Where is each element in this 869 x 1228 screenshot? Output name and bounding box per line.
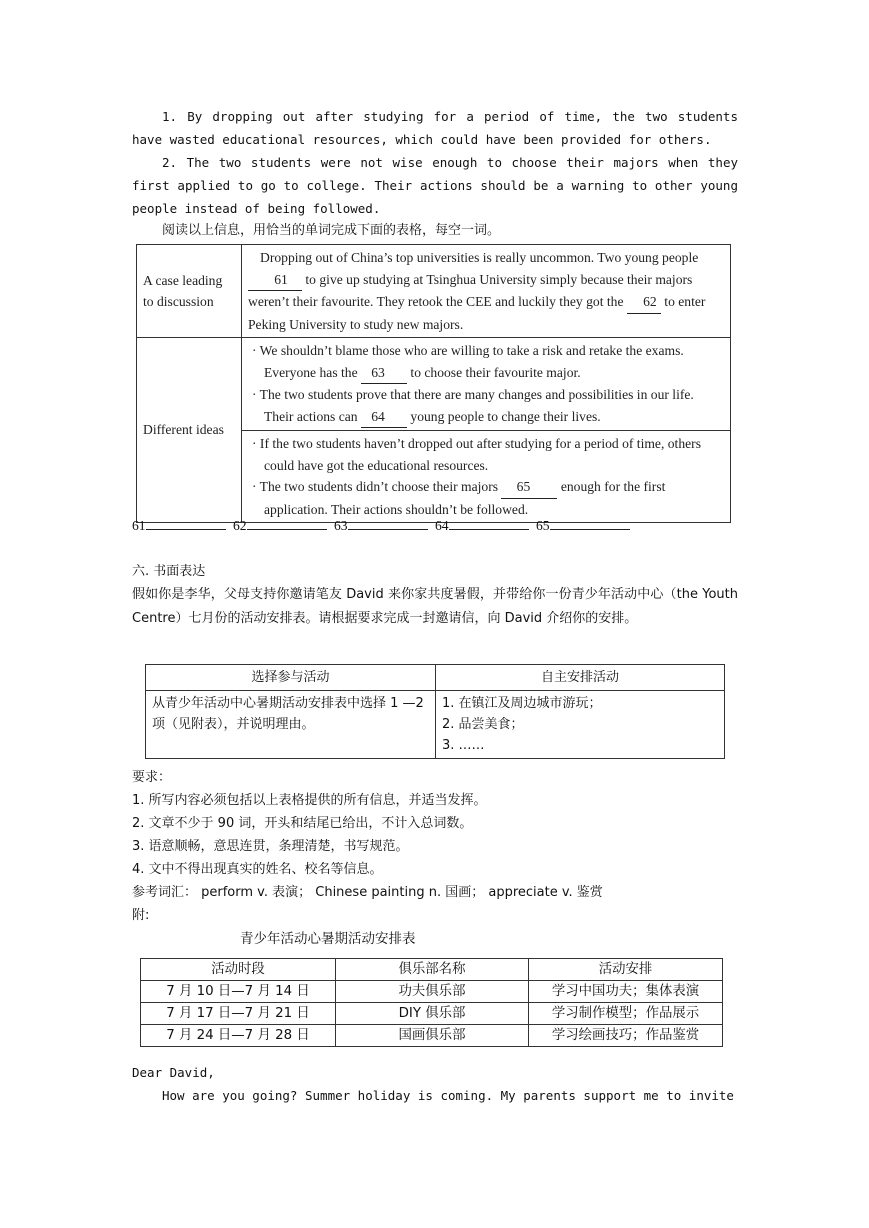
schedule-cell-activity: 学习中国功夫；集体表演	[529, 981, 723, 1003]
letter-first-line: How are you going? Summer holiday is coming. My parents support me to invite	[162, 1088, 734, 1103]
answer-label-63: 63	[334, 518, 348, 533]
case-text-1a: Dropping out of China’s top universities is really uncommon. Two young people	[260, 250, 699, 265]
appendix-label: 附:	[132, 908, 150, 923]
letter-salutation: Dear David,	[132, 1065, 215, 1080]
requirement-3: 3. 语意顺畅，意思连贯，条理清楚，书写规范。	[132, 839, 409, 854]
schedule-row	[141, 1025, 723, 1047]
schedule-cell-club: 功夫俱乐部	[336, 981, 529, 1003]
vocab-line: 参考词汇： perform v. 表演； Chinese painting n. 国画； appreciate v. 鉴赏	[132, 885, 603, 900]
answer-label-65: 65	[536, 518, 550, 533]
answer-line-62[interactable]	[247, 529, 327, 530]
requirements-block	[132, 766, 738, 927]
blank-61[interactable]: 61	[248, 269, 302, 292]
req-header-row	[146, 665, 725, 691]
req-col1-text: 从青少年活动中心暑期活动安排表中选择 1 —2项（见附表），并说明理由。	[146, 691, 436, 759]
case-row-2	[137, 338, 731, 431]
schedule-header-row	[141, 959, 723, 981]
schedule-cell-activity: 学习制作模型；作品展示	[529, 1003, 723, 1025]
intro-paragraph-1: 1. By dropping out after studying for a period of time, the two students have wasted educational resources, which could have been provided for others.	[132, 109, 738, 147]
idea-4	[248, 476, 724, 520]
intro-paragraph-2: 2. The two students were not wise enough to choose their majors when they first applied to go to college. Their actions should be a warning to other young people instead of being followed.	[132, 155, 738, 216]
idea-2-text-a: · The two students prove that there are many changes and possibilities in our life. Their actions can	[252, 387, 694, 424]
idea-4-text-b: enough for the first application. Their actions shouldn’t be followed.	[264, 479, 666, 517]
blank-65[interactable]: 65	[501, 476, 557, 499]
requirements-heading: 要求：	[132, 770, 172, 785]
case-text-1c: to enter Peking University to study new majors.	[248, 294, 706, 332]
blank-64[interactable]: 64	[361, 406, 407, 429]
schedule-header-activity: 活动安排	[529, 959, 723, 981]
case-text-2a	[242, 338, 731, 431]
case-table	[136, 244, 731, 523]
answer-line-61[interactable]	[146, 529, 226, 530]
case-text-1	[242, 245, 731, 338]
schedule-header-time: 活动时段	[141, 959, 336, 981]
schedule-cell-time: 7 月 17 日—7 月 21 日	[141, 1003, 336, 1025]
requirement-2: 2. 文章不少于 90 词，开头和结尾已给出，不计入总词数。	[132, 816, 473, 831]
instruction: 阅读以上信息，用恰当的单词完成下面的表格，每空一词。	[162, 223, 501, 238]
writing-prompt: 假如你是李华，父母支持你邀请笔友 David 来你家共度暑假，并带给你一份青少年活动中心（the Youth Centre）七月份的活动安排表。请根据要求完成一封邀请信，向 David 介绍你的安排。	[132, 587, 738, 626]
blank-63[interactable]: 63	[361, 362, 407, 385]
schedule-cell-time: 7 月 24 日—7 月 28 日	[141, 1025, 336, 1047]
schedule-cell-club: 国画俱乐部	[336, 1025, 529, 1047]
idea-2-text-b: young people to change their lives.	[407, 408, 601, 424]
req-header-1: 选择参与活动	[146, 665, 436, 691]
requirement-1: 1. 所写内容必须包括以上表格提供的所有信息，并适当发挥。	[132, 793, 487, 808]
schedule-title: 青少年活动心暑期活动安排表	[240, 931, 416, 947]
answer-label-64: 64	[435, 518, 449, 533]
requirement-4: 4. 文中不得出现真实的姓名、校名等信息。	[132, 862, 383, 877]
idea-1	[248, 340, 724, 384]
answer-label-61: 61	[132, 518, 146, 533]
idea-2	[248, 384, 724, 428]
answer-line-64[interactable]	[449, 529, 529, 530]
section-heading: 六. 书面表达	[132, 564, 206, 579]
idea-1-text-b: to choose their favourite major.	[407, 364, 581, 380]
schedule-row	[141, 981, 723, 1003]
case-text-1b: to give up studying at Tsinghua University simply because their majors weren’t their favourite. They retook the CEE and luckily they got the	[248, 271, 693, 309]
case-row-1	[137, 245, 731, 338]
req-col2-list	[436, 691, 725, 759]
schedule-row	[141, 1003, 723, 1025]
schedule-cell-time: 7 月 10 日—7 月 14 日	[141, 981, 336, 1003]
idea-1-text-a: · We shouldn’t blame those who are willing to take a risk and retake the exams. Everyone has the	[252, 343, 684, 380]
blank-62[interactable]: 62	[627, 291, 661, 314]
schedule-header-club: 俱乐部名称	[336, 959, 529, 981]
requirement-table	[145, 664, 725, 759]
req-item-3: 3. ……	[442, 738, 485, 753]
answer-line-65[interactable]	[550, 529, 630, 530]
req-header-2: 自主安排活动	[436, 665, 725, 691]
answer-line-63[interactable]	[348, 529, 428, 530]
schedule-cell-activity: 学习绘画技巧；作品鉴赏	[529, 1025, 723, 1047]
answer-label-62: 62	[233, 518, 247, 533]
case-text-2b	[242, 431, 731, 523]
idea-3: · If the two students haven’t dropped out after studying for a period of time, others could have got the educational resources.	[252, 436, 701, 473]
schedule-table	[140, 958, 723, 1047]
idea-4-text-a: · The two students didn’t choose their majors	[252, 479, 502, 494]
case-label-1: A case leading to discussion	[137, 245, 242, 338]
req-item-2: 2. 品尝美食；	[442, 717, 524, 732]
schedule-cell-club: DIY 俱乐部	[336, 1003, 529, 1025]
answer-lines	[132, 516, 634, 536]
req-item-1: 1. 在镇江及周边城市游玩；	[442, 696, 602, 711]
req-body-row	[146, 691, 725, 759]
case-label-2: Different ideas	[137, 338, 242, 523]
